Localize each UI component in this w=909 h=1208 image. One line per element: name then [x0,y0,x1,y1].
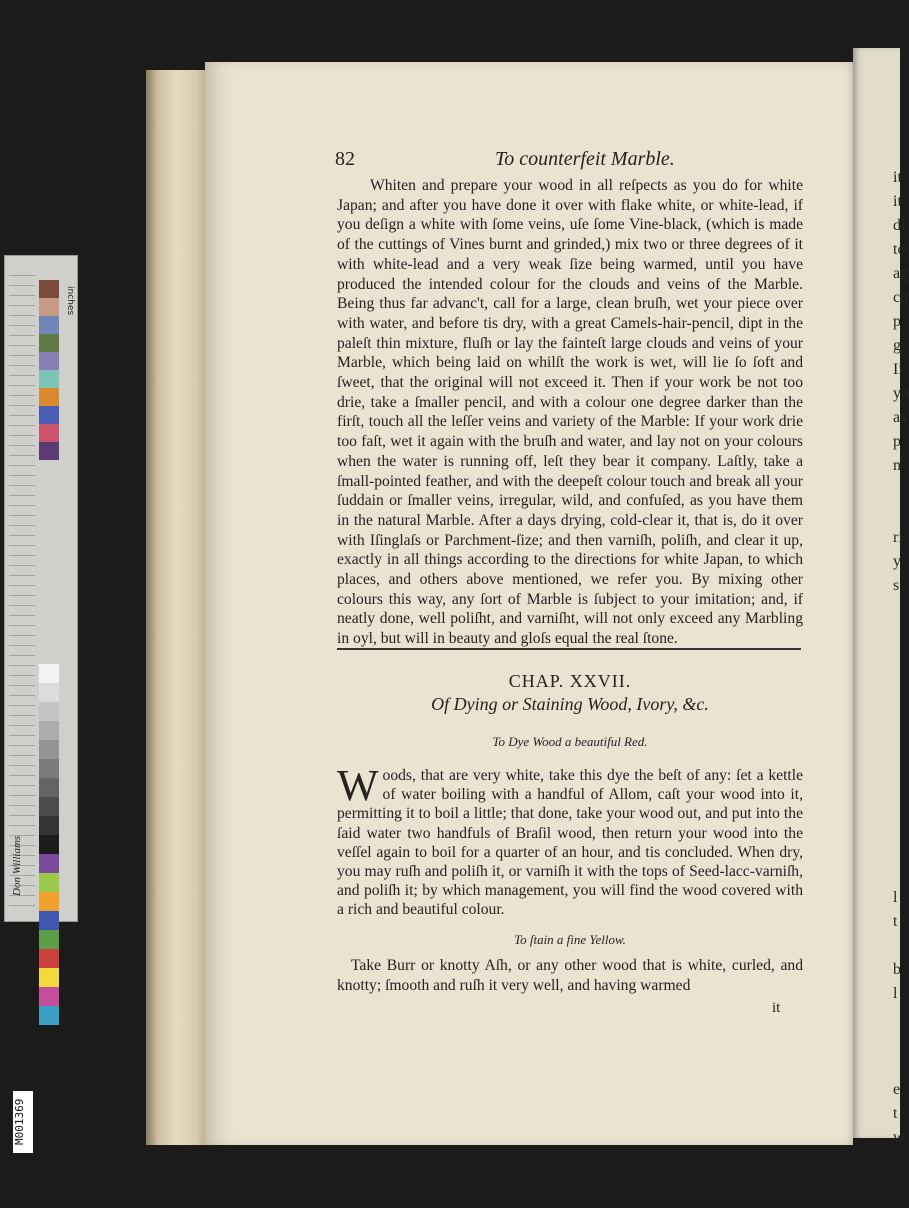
grey-patch [39,759,59,778]
grey-patch [39,1006,59,1025]
next-page-fragment: as [893,409,907,426]
grey-scale-patches [39,664,59,1025]
next-page-fragment: w [893,1129,905,1146]
running-head [335,148,805,172]
paragraph-yellow-stain: Take Burr or knotty Aſh, or any other wood that is white, curled, and knotty; ſmooth and ruſh it very well, and having warmed [337,957,803,994]
next-page-fragment [893,502,900,526]
next-page-fragment [893,1054,900,1078]
next-page-fragment [893,478,900,502]
book-page-edges [146,70,208,1145]
next-page-fragment [893,646,900,670]
next-page-fragment [893,814,900,838]
next-page-fragment [893,790,900,814]
color-patch [39,442,59,460]
grey-patch [39,797,59,816]
color-patch [39,298,59,316]
next-page-fragment: l [893,889,898,906]
paragraph-red-dye: oods, that are very white, take this dye the beſt of any: ſet a kettle of water boiling with a handful of Allom, caſt your wood into it, permitting it to boil a little; that done, take your wood out, and put into the ſaid water two handfuls of Braſil wood, then return your wood into the veſſel again to boil for a quarter of an hour, and tis concluded. When dry, you may ruſh and poliſh it, or varniſh it with the tops of Seed-lacc-varniſh, and poliſh it; by which management, you will find the wood covered with a rich and beautiful colour. [337,767,803,919]
section-rule [337,648,801,650]
next-page-fragment [893,934,900,958]
grey-patch [39,911,59,930]
color-patch [39,316,59,334]
grey-patch [39,740,59,759]
next-page-fragment: ag [893,265,909,282]
color-patch [39,424,59,442]
grey-patch [39,968,59,987]
next-page-fragment [893,598,900,622]
next-page-fragment: yo [893,385,909,402]
grey-patch [39,664,59,683]
next-page-fragment [893,838,900,862]
grey-patch [39,949,59,968]
grey-patch [39,873,59,892]
body-text-marble [337,176,803,649]
next-page-fragment: l [893,985,898,1002]
next-page-fragment: g [893,337,901,354]
color-patch [39,352,59,370]
card-identifier: M001369 [13,1091,33,1153]
color-patches [39,280,59,460]
subheading-yellow-stain: To ſtain a fine Yellow. [514,932,626,947]
next-page-fragment: Ii [893,361,903,378]
grey-patch [39,835,59,854]
units-inches-label: inches [65,286,75,316]
next-page-fragment [893,1006,900,1030]
color-patch [39,370,59,388]
subheading-red-dye: To Dye Wood a beautiful Red. [492,734,648,749]
next-page-fragment: to [893,241,906,258]
grey-patch [39,816,59,835]
next-page-fragment: p [893,313,901,330]
next-page-fragment [893,742,900,766]
next-page-fragment: t [893,913,898,930]
grey-patch [39,892,59,911]
grey-patch [39,721,59,740]
grey-patch [39,702,59,721]
grey-patch [39,683,59,702]
next-page-fragment: b [893,961,901,978]
catchword: it [772,1000,781,1016]
card-ruler [9,266,35,906]
chapter-title: Of Dying or Staining Wood, Ivory, &c. [431,694,709,714]
next-page-fragment: y [893,553,901,570]
chapter-heading: CHAP. XXVII. [508,671,632,691]
color-reference-card [4,255,78,1146]
next-page-fragment: di [893,217,906,234]
body-text-yellow-stain [337,956,803,995]
color-patch [39,280,59,298]
next-page-fragment [893,1030,900,1054]
next-page-fragment [893,766,900,790]
card-signature: Don Williams [11,835,23,896]
running-title: To counterfeit Marble. [495,148,675,170]
next-page-edge [853,48,909,1146]
next-page-fragment: s [893,577,900,594]
units-centimeters-label: centimeters [65,1074,75,1128]
next-page-fragment: it [893,193,902,210]
next-page-fragment: it [893,169,902,186]
grey-patch [39,854,59,873]
next-page-fragment: p [893,433,901,450]
next-page-fragment [893,718,900,742]
next-page-fragment: t [893,1105,898,1122]
next-page-fragment: n [893,457,901,474]
next-page-fragment: e [893,1081,901,1098]
body-text-red-dye [337,761,803,920]
color-patch [39,388,59,406]
next-page-fragment [893,622,900,646]
next-page-fragment: cu [893,289,909,306]
next-page-fragment [893,862,900,886]
next-page-fragment: ri [893,529,903,546]
paragraph-marble: Whiten and prepare your wood in all reſpects as you do for white Japan; and after you have done it over with flake white, or white-lead, if you deſign a white with ſome veins, uſe ſome Vine-black, (which is made of the cuttings of Vines burnt and grinded,) mix two or three degrees of it with white-lead and a very weak ſize being warmed, until you have produced the intended colour for the clouds and veins of the Marble. Being thus far advanc't, call for a large, clean bruſh, wet your piece over with water, and before tis dry, with a great Camels-hair-pencil, dipt in the paleſt thin mixture, fluſh or lay the fainteſt large clouds and veins of your Marble, which being laid on whilſt the work is wet, will lie ſo ſoft and ſweet, that the original will not exceed it. Then if your work be not too drie, take a ſmaller pencil, and with a colour one degree darker than the firſt, touch all the leſſer veins and variety of the Marble: If your work drie too faſt, wet it again with the bruſh and water, and lay not on your colours when the water is running off, leſt they bear it company. Laſtly, take a ſmall-pointed feather, and with the deepeſt colour touch and break all your ſuddain or ſmaller veins, irregular, wild, and confuſed, as you have them in the natural Marble. After a days drying, cold-clear it, that is, do it over with Iſinglaſs or Parchment-ſize; and then varniſh, poliſh, and clear it up, exactly in all things according to the directions for white Japan, to which places, and others above mentioned, we refer you. By mixing other colours this way, any ſort of Marble is ſubject to your imitation; and, if neatly done, well poliſht, and varniſht, will not only exceed any Marbling in oyl, but will in beauty and gloſs equal the real ſtone. [337,177,803,648]
grey-patch [39,778,59,797]
grey-patch [39,987,59,1006]
next-page-fragment [893,694,900,718]
color-patch [39,334,59,352]
color-patch [39,406,59,424]
drop-cap: W [337,761,379,810]
next-page-fragment [893,670,900,694]
page-number: 82 [335,148,355,170]
grey-patch [39,930,59,949]
